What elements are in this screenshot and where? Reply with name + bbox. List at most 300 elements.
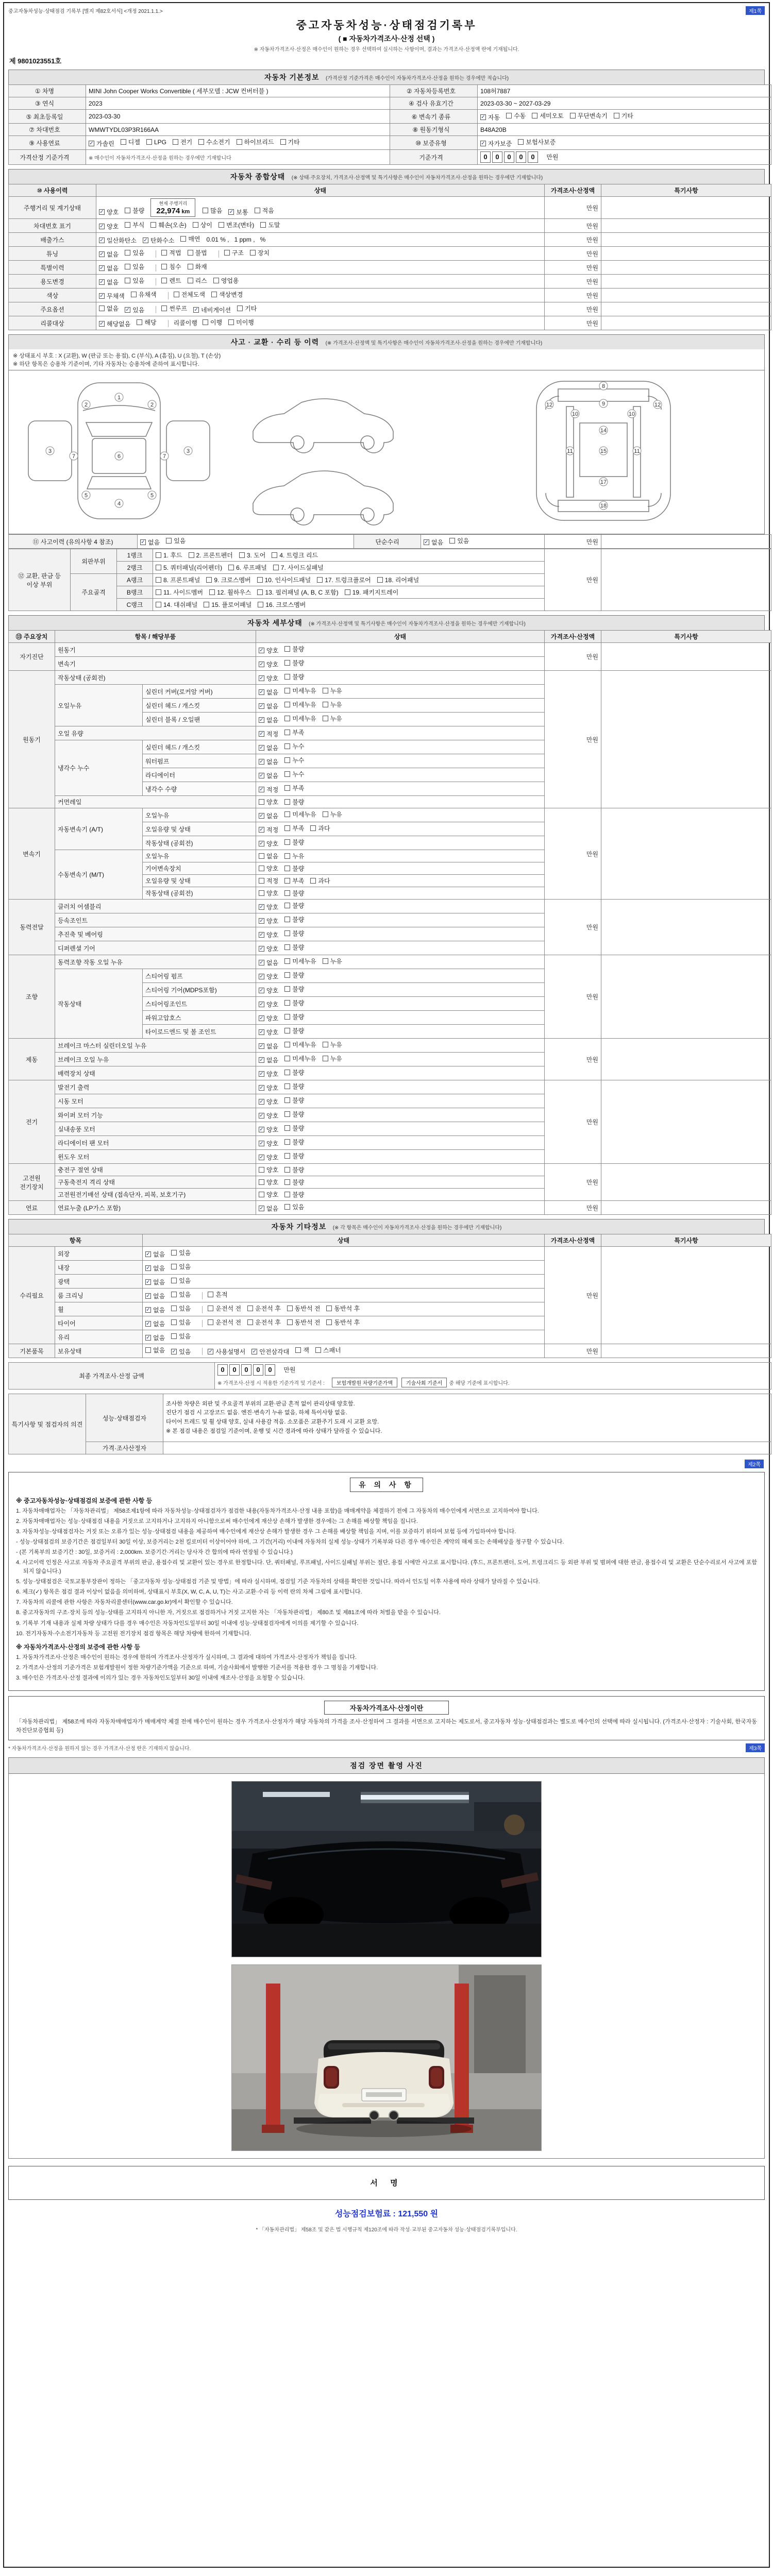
checkbox-icon[interactable] [506, 113, 512, 118]
check-option[interactable] [259, 743, 278, 752]
check-option[interactable] [259, 1178, 278, 1187]
checkbox-icon[interactable] [257, 589, 263, 595]
checkbox-icon[interactable] [284, 972, 290, 978]
checkbox-icon[interactable] [323, 716, 328, 721]
checkbox-icon[interactable] [315, 1347, 321, 1353]
check-option[interactable] [259, 1056, 278, 1064]
checkbox-icon[interactable] [323, 958, 328, 964]
checkbox-icon[interactable] [323, 702, 328, 707]
check-option[interactable] [323, 686, 342, 695]
checkbox-icon[interactable] [193, 307, 199, 313]
check-option[interactable] [323, 1040, 342, 1049]
check-option[interactable] [166, 536, 186, 545]
checkbox-icon[interactable] [251, 1349, 257, 1354]
check-option[interactable] [145, 1346, 165, 1354]
checkbox-icon[interactable] [259, 1206, 264, 1211]
check-option[interactable] [121, 138, 140, 146]
checkbox-icon[interactable] [171, 1292, 177, 1297]
check-option[interactable] [145, 1292, 165, 1300]
check-option[interactable] [259, 944, 278, 953]
checkbox-icon[interactable] [284, 799, 290, 805]
checkbox-icon[interactable] [284, 1111, 290, 1117]
check-option[interactable] [203, 318, 222, 327]
checkbox-icon[interactable] [208, 1292, 213, 1297]
checkbox-icon[interactable] [237, 139, 242, 145]
check-option[interactable] [156, 600, 197, 609]
checkbox-icon[interactable] [284, 1042, 290, 1047]
checkbox-icon[interactable] [99, 293, 105, 299]
checkbox-icon[interactable] [156, 577, 161, 583]
check-option[interactable] [323, 810, 342, 819]
checkbox-icon[interactable] [284, 1204, 290, 1210]
checkbox-icon[interactable] [284, 944, 290, 950]
checkbox-icon[interactable] [284, 866, 290, 871]
check-option[interactable] [161, 262, 181, 271]
check-option[interactable] [480, 113, 500, 122]
checkbox-icon[interactable] [228, 319, 234, 325]
check-option[interactable] [228, 318, 254, 327]
checkbox-icon[interactable] [174, 292, 179, 297]
check-option[interactable] [259, 986, 278, 995]
checkbox-icon[interactable] [259, 787, 264, 792]
check-option[interactable] [228, 563, 267, 572]
check-option[interactable] [284, 943, 304, 952]
check-option[interactable] [125, 262, 144, 271]
checkbox-icon[interactable] [284, 878, 290, 884]
checkbox-icon[interactable] [125, 208, 130, 213]
check-option[interactable] [259, 917, 278, 925]
check-option[interactable] [259, 852, 278, 860]
checkbox-icon[interactable] [180, 236, 186, 242]
check-option[interactable] [310, 876, 330, 885]
checkbox-icon[interactable] [247, 1306, 253, 1311]
checkbox-icon[interactable] [150, 222, 156, 228]
check-option[interactable] [99, 222, 119, 231]
check-option[interactable] [259, 930, 278, 939]
checkbox-icon[interactable] [273, 565, 279, 570]
check-option[interactable] [237, 138, 274, 146]
checkbox-icon[interactable] [145, 1279, 151, 1285]
checkbox-icon[interactable] [259, 890, 264, 896]
check-option[interactable] [284, 1068, 304, 1077]
checkbox-icon[interactable] [156, 589, 161, 595]
checkbox-icon[interactable] [259, 799, 264, 805]
checkbox-icon[interactable] [145, 1335, 151, 1341]
check-option[interactable] [208, 1290, 227, 1299]
checkbox-icon[interactable] [284, 730, 290, 735]
standard-chip[interactable]: 기술사회 기준서 [401, 1378, 447, 1387]
checkbox-icon[interactable] [532, 113, 537, 118]
checkbox-icon[interactable] [156, 552, 161, 558]
check-option[interactable] [317, 575, 371, 584]
checkbox-icon[interactable] [295, 1347, 301, 1353]
check-option[interactable] [284, 1026, 304, 1035]
checkbox-icon[interactable] [614, 113, 619, 118]
check-option[interactable] [125, 221, 144, 229]
checkbox-icon[interactable] [284, 853, 290, 859]
check-option[interactable] [259, 1139, 278, 1148]
checkbox-icon[interactable] [326, 1306, 332, 1311]
check-option[interactable] [284, 838, 304, 846]
check-option[interactable] [518, 138, 556, 146]
check-option[interactable] [125, 248, 144, 257]
check-option[interactable] [323, 957, 342, 965]
check-option[interactable] [284, 971, 304, 979]
check-option[interactable] [480, 139, 512, 148]
checkbox-icon[interactable] [284, 757, 290, 763]
check-option[interactable] [259, 757, 278, 766]
check-option[interactable] [237, 304, 257, 313]
checkbox-icon[interactable] [99, 251, 105, 257]
check-option[interactable] [259, 702, 278, 710]
checkbox-icon[interactable] [326, 1319, 332, 1325]
checkbox-icon[interactable] [161, 278, 167, 283]
checkbox-icon[interactable] [323, 688, 328, 693]
checkbox-icon[interactable] [208, 1319, 213, 1325]
checkbox-icon[interactable] [125, 264, 130, 269]
checkbox-icon[interactable] [145, 1265, 151, 1271]
check-option[interactable] [259, 1028, 278, 1037]
check-option[interactable] [259, 1083, 278, 1092]
checkbox-icon[interactable] [259, 866, 264, 871]
checkbox-icon[interactable] [171, 1306, 177, 1311]
check-option[interactable] [259, 1125, 278, 1134]
checkbox-icon[interactable] [284, 890, 290, 896]
checkbox-icon[interactable] [284, 688, 290, 693]
check-option[interactable] [287, 1304, 321, 1313]
check-option[interactable] [211, 290, 243, 299]
checkbox-icon[interactable] [259, 689, 264, 695]
check-option[interactable] [171, 1248, 191, 1257]
check-option[interactable] [284, 864, 304, 873]
check-option[interactable] [259, 958, 278, 967]
check-option[interactable] [284, 824, 304, 833]
check-option[interactable] [284, 672, 304, 681]
check-option[interactable] [345, 588, 399, 597]
check-option[interactable] [284, 876, 304, 885]
check-option[interactable] [284, 756, 304, 765]
check-option[interactable] [259, 1165, 278, 1174]
check-option[interactable] [310, 824, 330, 833]
check-option[interactable] [259, 798, 278, 806]
checkbox-icon[interactable] [198, 139, 204, 145]
check-option[interactable] [284, 889, 304, 897]
checkbox-icon[interactable] [125, 250, 130, 256]
check-option[interactable] [174, 290, 205, 299]
checkbox-icon[interactable] [259, 662, 264, 667]
check-option[interactable] [323, 700, 342, 709]
checkbox-icon[interactable] [211, 292, 217, 297]
check-option[interactable] [161, 276, 181, 285]
checkbox-icon[interactable] [284, 1070, 290, 1075]
check-option[interactable] [156, 551, 182, 560]
check-option[interactable] [284, 658, 304, 667]
checkbox-icon[interactable] [259, 1057, 264, 1063]
check-option[interactable] [284, 1202, 304, 1211]
checkbox-icon[interactable] [259, 813, 264, 819]
check-option[interactable] [145, 1306, 165, 1314]
check-option[interactable] [284, 901, 304, 910]
check-option[interactable] [146, 139, 166, 146]
checkbox-icon[interactable] [259, 1141, 264, 1146]
checkbox-icon[interactable] [323, 1056, 328, 1061]
check-option[interactable] [295, 1346, 309, 1354]
checkbox-icon[interactable] [287, 1319, 293, 1325]
check-option[interactable] [284, 929, 304, 938]
check-option[interactable] [161, 304, 187, 313]
checkbox-icon[interactable] [156, 565, 161, 570]
check-option[interactable] [259, 1070, 278, 1078]
checkbox-icon[interactable] [239, 552, 245, 558]
checkbox-icon[interactable] [260, 222, 266, 228]
check-option[interactable] [259, 785, 278, 794]
check-option[interactable] [203, 206, 222, 215]
checkbox-icon[interactable] [193, 222, 198, 228]
check-option[interactable] [156, 563, 222, 572]
check-option[interactable] [99, 304, 119, 313]
check-option[interactable] [284, 686, 316, 695]
checkbox-icon[interactable] [203, 208, 208, 213]
checkbox-icon[interactable] [145, 1307, 151, 1313]
check-option[interactable] [570, 111, 608, 120]
checkbox-icon[interactable] [208, 1306, 213, 1311]
check-option[interactable] [171, 1290, 191, 1299]
check-option[interactable] [143, 236, 174, 245]
check-option[interactable] [284, 1110, 304, 1118]
check-option[interactable] [284, 770, 304, 778]
checkbox-icon[interactable] [284, 1014, 290, 1020]
check-option[interactable] [208, 1347, 245, 1356]
checkbox-icon[interactable] [284, 1192, 290, 1197]
checkbox-icon[interactable] [188, 250, 193, 256]
checkbox-icon[interactable] [161, 264, 167, 269]
checkbox-icon[interactable] [323, 811, 328, 817]
checkbox-icon[interactable] [99, 209, 105, 215]
checkbox-icon[interactable] [161, 250, 167, 256]
check-option[interactable] [180, 234, 200, 243]
checkbox-icon[interactable] [99, 321, 105, 327]
check-option[interactable] [259, 811, 278, 820]
check-option[interactable] [284, 852, 304, 860]
checkbox-icon[interactable] [99, 306, 105, 311]
checkbox-icon[interactable] [258, 602, 263, 607]
check-option[interactable] [99, 236, 137, 245]
checkbox-icon[interactable] [480, 114, 486, 120]
check-option[interactable] [251, 1347, 289, 1356]
checkbox-icon[interactable] [310, 825, 316, 831]
check-option[interactable] [208, 1318, 241, 1327]
checkbox-icon[interactable] [284, 930, 290, 936]
checkbox-icon[interactable] [145, 1251, 151, 1257]
check-option[interactable] [259, 1097, 278, 1106]
check-option[interactable] [150, 221, 186, 229]
check-option[interactable] [156, 575, 200, 584]
check-option[interactable] [259, 1190, 278, 1199]
checkbox-icon[interactable] [259, 1167, 264, 1173]
check-option[interactable] [99, 292, 125, 300]
check-option[interactable] [424, 538, 443, 547]
check-option[interactable] [99, 319, 130, 328]
checkbox-icon[interactable] [284, 1083, 290, 1089]
check-option[interactable] [188, 262, 207, 271]
checkbox-icon[interactable] [224, 250, 230, 256]
checkbox-icon[interactable] [140, 539, 146, 545]
check-option[interactable] [257, 575, 311, 584]
checkbox-icon[interactable] [206, 577, 212, 583]
check-option[interactable] [145, 1278, 165, 1286]
checkbox-icon[interactable] [209, 589, 215, 595]
checkbox-icon[interactable] [247, 1319, 253, 1325]
check-option[interactable] [259, 1204, 278, 1213]
checkbox-icon[interactable] [259, 1071, 264, 1077]
check-option[interactable] [284, 784, 304, 792]
check-option[interactable] [250, 248, 270, 257]
checkbox-icon[interactable] [89, 141, 94, 146]
checkbox-icon[interactable] [284, 674, 290, 680]
checkbox-icon[interactable] [228, 209, 234, 215]
checkbox-icon[interactable] [284, 743, 290, 749]
check-option[interactable] [272, 551, 318, 560]
checkbox-icon[interactable] [166, 538, 172, 544]
check-option[interactable] [259, 825, 278, 834]
check-option[interactable] [259, 1000, 278, 1009]
checkbox-icon[interactable] [145, 1293, 151, 1299]
checkbox-icon[interactable] [228, 565, 234, 570]
checkbox-icon[interactable] [189, 552, 194, 558]
check-option[interactable] [259, 730, 278, 738]
check-option[interactable] [259, 1111, 278, 1120]
checkbox-icon[interactable] [284, 771, 290, 777]
check-option[interactable] [239, 551, 266, 560]
check-option[interactable] [259, 716, 278, 724]
check-option[interactable] [532, 111, 563, 120]
check-option[interactable] [193, 306, 231, 314]
checkbox-icon[interactable] [284, 1179, 290, 1185]
checkbox-icon[interactable] [145, 1347, 151, 1353]
checkbox-icon[interactable] [259, 960, 264, 965]
checkbox-icon[interactable] [213, 278, 219, 283]
check-option[interactable] [257, 588, 338, 597]
checkbox-icon[interactable] [156, 602, 161, 607]
check-option[interactable] [145, 1250, 165, 1259]
check-option[interactable] [284, 714, 316, 723]
check-option[interactable] [255, 206, 274, 215]
checkbox-icon[interactable] [284, 903, 290, 908]
checkbox-icon[interactable] [173, 139, 178, 145]
check-option[interactable] [284, 1096, 304, 1105]
check-option[interactable] [156, 588, 203, 597]
check-option[interactable] [125, 276, 144, 285]
checkbox-icon[interactable] [259, 932, 264, 938]
check-option[interactable] [284, 1082, 304, 1091]
checkbox-icon[interactable] [171, 1250, 177, 1256]
checkbox-icon[interactable] [317, 577, 323, 583]
checkbox-icon[interactable] [204, 602, 209, 607]
check-option[interactable] [284, 1124, 304, 1132]
checkbox-icon[interactable] [259, 827, 264, 833]
check-option[interactable] [161, 248, 181, 257]
check-option[interactable] [280, 138, 300, 146]
check-option[interactable] [171, 1276, 191, 1285]
checkbox-icon[interactable] [284, 660, 290, 666]
checkbox-icon[interactable] [259, 675, 264, 681]
check-option[interactable] [198, 138, 230, 146]
checkbox-icon[interactable] [284, 1056, 290, 1061]
checkbox-icon[interactable] [99, 224, 105, 229]
check-option[interactable] [259, 1042, 278, 1050]
check-option[interactable] [99, 208, 119, 216]
check-option[interactable] [284, 1138, 304, 1146]
check-option[interactable] [171, 1332, 191, 1341]
checkbox-icon[interactable] [259, 1002, 264, 1007]
checkbox-icon[interactable] [449, 538, 455, 544]
checkbox-icon[interactable] [121, 139, 126, 145]
checkbox-icon[interactable] [188, 264, 193, 269]
check-option[interactable] [125, 206, 144, 215]
check-option[interactable] [377, 575, 419, 584]
checkbox-icon[interactable] [284, 825, 290, 831]
checkbox-icon[interactable] [323, 1042, 328, 1047]
checkbox-icon[interactable] [125, 278, 130, 283]
checkbox-icon[interactable] [284, 1139, 290, 1145]
checkbox-icon[interactable] [171, 1319, 177, 1325]
checkbox-icon[interactable] [259, 946, 264, 952]
checkbox-icon[interactable] [284, 917, 290, 922]
checkbox-icon[interactable] [284, 1153, 290, 1159]
check-option[interactable] [284, 1165, 304, 1174]
checkbox-icon[interactable] [287, 1306, 293, 1311]
checkbox-icon[interactable] [259, 1015, 264, 1021]
checkbox-icon[interactable] [259, 1085, 264, 1091]
checkbox-icon[interactable] [518, 139, 524, 145]
checkbox-icon[interactable] [259, 717, 264, 723]
check-option[interactable] [284, 1012, 304, 1021]
check-option[interactable] [171, 1347, 191, 1356]
checkbox-icon[interactable] [259, 773, 264, 778]
check-option[interactable] [145, 1319, 165, 1328]
check-option[interactable] [204, 600, 251, 609]
check-option[interactable] [131, 290, 157, 299]
checkbox-icon[interactable] [259, 648, 264, 653]
check-option[interactable] [171, 1304, 191, 1313]
check-option[interactable] [247, 1304, 281, 1313]
checkbox-icon[interactable] [125, 222, 130, 228]
check-option[interactable] [259, 660, 278, 669]
checkbox-icon[interactable] [284, 958, 290, 964]
check-option[interactable] [193, 221, 212, 229]
checkbox-icon[interactable] [203, 319, 208, 325]
check-option[interactable] [189, 551, 233, 560]
checkbox-icon[interactable] [259, 904, 264, 910]
checkbox-icon[interactable] [99, 279, 105, 285]
checkbox-icon[interactable] [259, 988, 264, 993]
checkbox-icon[interactable] [131, 292, 137, 297]
checkbox-icon[interactable] [284, 785, 290, 791]
checkbox-icon[interactable] [125, 307, 130, 313]
check-option[interactable] [449, 536, 469, 545]
check-option[interactable] [259, 771, 278, 780]
check-option[interactable] [188, 248, 207, 257]
check-option[interactable] [284, 1040, 316, 1049]
check-option[interactable] [99, 278, 119, 286]
checkbox-icon[interactable] [259, 1179, 264, 1185]
checkbox-icon[interactable] [284, 839, 290, 845]
check-option[interactable] [145, 1264, 165, 1273]
check-option[interactable] [173, 138, 192, 146]
check-option[interactable] [224, 248, 244, 257]
check-option[interactable] [125, 306, 144, 314]
check-option[interactable] [614, 111, 633, 120]
